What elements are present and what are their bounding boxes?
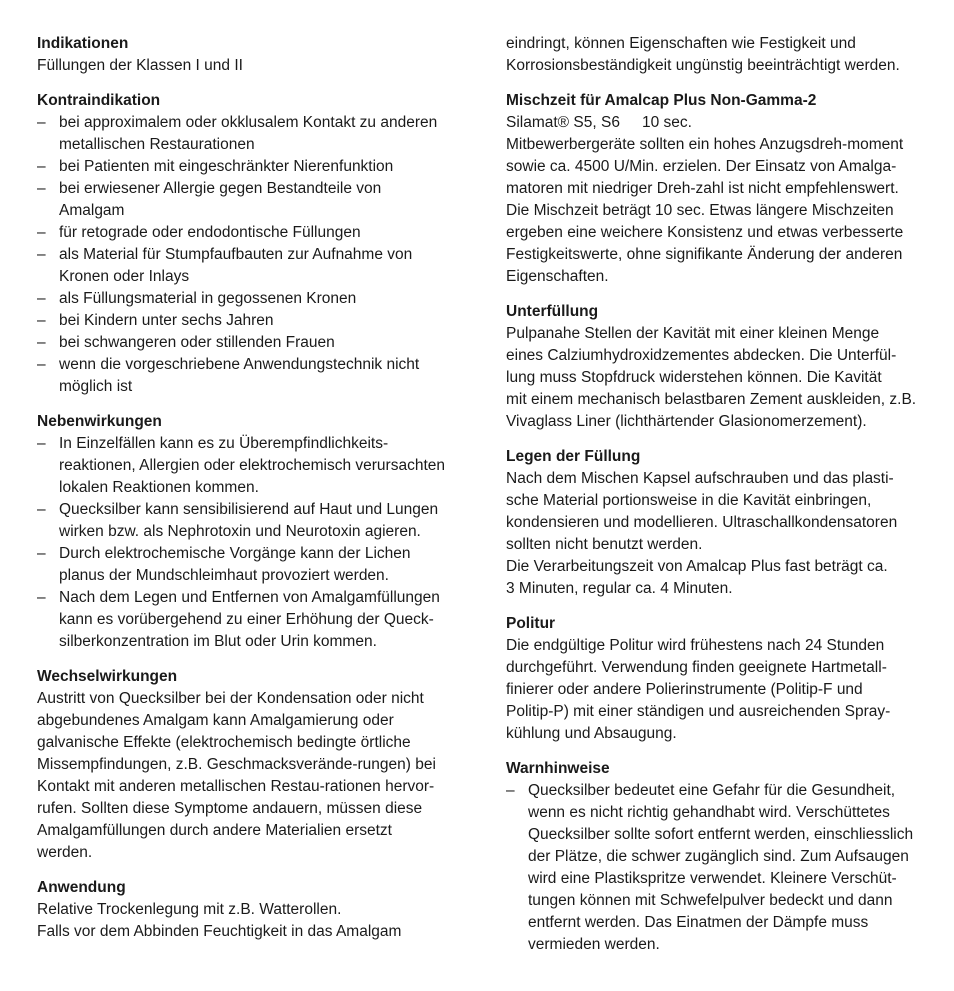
dash-marker: – [37, 114, 46, 131]
list-item-text: Nach dem Legen und Entfernen von Amalgamfüllungen kann es vorübergehend zu einer Erhöhung der Queck- silberkonzentration im Blut oder Urin kommen. [59, 589, 440, 650]
heading-unterfuellung: Unterfüllung [506, 303, 599, 320]
list-item-text: als Material für Stumpfaufbauten zur Aufnahme von Kronen oder Inlays [59, 246, 413, 285]
list-item [37, 178, 457, 222]
section-mischzeit [506, 90, 926, 288]
heading-indikationen: Indikationen [37, 35, 129, 52]
text-politur: Die endgültige Politur wird frühestens nach 24 Stunden durchgeführt. Verwendung finden geeignete Hartmetall- finierer oder andere Polierinstrumente (Politip-F und Politip-P) mit einer ständigen und ausreichenden Spray- kühlung und Absaugung. [506, 637, 891, 742]
list-item-text: bei schwangeren oder stillenden Frauen [59, 334, 335, 351]
section-warnhinweise [506, 758, 926, 956]
text-wechselwirkungen: Austritt von Quecksilber bei der Kondensation oder nicht abgebundenes Amalgam kann Amalgamierung oder galvanische Effekte (elektrochemisch bedingte örtliche Missempfindungen, z.B. Geschmacksverände-rungen) bei Kontakt mit anderen metallischen Restau-rationen hervor- rufen. Sollten diese Symptome andauern, müssen diese Amalgamfüllungen durch andere Materialien ersetzt werden. [37, 690, 436, 861]
list-item [506, 780, 926, 956]
dash-marker: – [37, 545, 46, 562]
list-item-text: Quecksilber kann sensibilisierend auf Haut und Lungen wirken bzw. als Nephrotoxin und Neurotoxin agieren. [59, 501, 439, 540]
list-item-text: bei approximalem oder okklusalem Kontakt zu anderen metallischen Restaurationen [59, 114, 438, 153]
section-nebenwirkungen [37, 411, 457, 653]
list-item [37, 112, 457, 156]
list-item [37, 310, 457, 332]
text-anwendung-continued: eindringt, können Eigenschaften wie Festigkeit und Korrosionsbeständigkeit ungünstig beeinträchtigt werden. [506, 35, 900, 74]
dash-marker: – [506, 782, 515, 799]
text-anwendung: Relative Trockenlegung mit z.B. Watterollen. Falls vor dem Abbinden Feuchtigkeit in das Amalgam [37, 901, 402, 940]
dash-marker: – [37, 334, 46, 351]
list-item-text: als Füllungsmaterial in gegossenen Kronen [59, 290, 357, 307]
text-legen: Nach dem Mischen Kapsel aufschrauben und das plasti- sche Material portionsweise in die Kavität einbringen, kondensieren und modellieren. Ultraschallkondensatoren sollten nicht benutzt werden. Die Verarbeitungszeit von Amalcap Plus fast beträgt ca. 3 Minuten, regular ca. 4 Minuten. [506, 470, 898, 597]
list-item [37, 433, 457, 499]
list-item-text: bei erwiesener Allergie gegen Bestandteile von Amalgam [59, 180, 382, 219]
heading-nebenwirkungen: Nebenwirkungen [37, 413, 162, 430]
section-indikationen [37, 33, 457, 77]
list-item [37, 222, 457, 244]
text-mischzeit: Mitbewerbergeräte sollten ein hohes Anzugsdreh-moment sowie ca. 4500 U/Min. erzielen. Der Einsatz von Amalga- matoren mit niedriger Dreh-zahl ist nicht empfehlenswert. Die Mischzeit beträgt 10 sec. Etwas längere Mischzeiten ergeben eine weichere Konsistenz und etwas verbesserte Festigkeitswerte, ohne signifikante Änderung der anderen Eigenschaften. [506, 136, 904, 285]
text-unterfuellung: Pulpanahe Stellen der Kavität mit einer kleinen Menge eines Calziumhydroxidzementes abdecken. Die Unterfül- lung muss Stopfdruck widerstehen können. Die Kavität mit einem mechanisch belastbaren Zement auskleiden, z.B. Vivaglass Liner (lichthärtender Glasionomerzement). [506, 325, 917, 430]
heading-legen: Legen der Füllung [506, 448, 641, 465]
list-item [37, 354, 457, 398]
dash-marker: – [37, 356, 46, 373]
mix-device: Silamat® S5, S6 [506, 114, 620, 131]
dash-marker: – [37, 501, 46, 518]
list-item [37, 332, 457, 354]
dash-marker: – [37, 224, 46, 241]
list-item-text: Quecksilber bedeutet eine Gefahr für die Gesundheit, wenn es nicht richtig gehandhabt wird. Verschüttetes Quecksilber sollte sofort entfernt werden, einschliesslich der Plätze, die schwer zugänglich sind. Zum Aufsaugen wird eine Plastikspritze verwendet. Kleinere Verschüt- tungen können mit Schwefelpulver bedeckt und dann entfernt werden. Das Einatmen der Dämpfe muss vermieden werden. [528, 782, 914, 953]
mix-time-row [506, 112, 926, 134]
heading-mischzeit: Mischzeit für Amalcap Plus Non-Gamma-2 [506, 92, 817, 109]
list-item-text: Durch elektrochemische Vorgänge kann der Lichen planus der Mundschleimhaut provoziert werden. [59, 545, 411, 584]
list-item [37, 244, 457, 288]
list-item [37, 288, 457, 310]
section-legen [506, 446, 926, 600]
list-item-text: für retograde oder endodontische Füllungen [59, 224, 361, 241]
dash-marker: – [37, 589, 46, 606]
list-item [37, 543, 457, 587]
heading-warnhinweise: Warnhinweise [506, 760, 610, 777]
mix-time: 10 sec. [641, 114, 692, 131]
list-item-text: In Einzelfällen kann es zu Überempfindlichkeits- reaktionen, Allergien oder elektrochemisch verursachten lokalen Reaktionen kommen. [59, 435, 445, 496]
section-unterfuellung [506, 301, 926, 433]
list-nebenwirkungen [37, 433, 457, 653]
heading-wechselwirkungen: Wechselwirkungen [37, 668, 178, 685]
left-column [37, 33, 457, 956]
section-wechselwirkungen [37, 666, 457, 864]
list-item-text: bei Patienten mit eingeschränkter Nierenfunktion [59, 158, 394, 175]
list-warnhinweise [506, 780, 926, 956]
heading-politur: Politur [506, 615, 556, 632]
list-item-text: bei Kindern unter sechs Jahren [59, 312, 274, 329]
section-anwendung [37, 877, 457, 943]
section-politur [506, 613, 926, 745]
list-kontraindikation [37, 112, 457, 398]
text-indikationen: Füllungen der Klassen I und II [37, 57, 243, 74]
dash-marker: – [37, 180, 46, 197]
dash-marker: – [37, 435, 46, 452]
dash-marker: – [37, 290, 46, 307]
list-item [37, 587, 457, 653]
dash-marker: – [37, 158, 46, 175]
dash-marker: – [37, 246, 46, 263]
section-kontraindikation [37, 90, 457, 398]
dash-marker: – [37, 312, 46, 329]
right-column [506, 33, 926, 969]
list-item-text: wenn die vorgeschriebene Anwendungstechnik nicht möglich ist [59, 356, 420, 395]
list-item [37, 499, 457, 543]
heading-kontraindikation: Kontraindikation [37, 92, 161, 109]
section-anwendung-continued [506, 33, 926, 77]
list-item [37, 156, 457, 178]
heading-anwendung: Anwendung [37, 879, 126, 896]
